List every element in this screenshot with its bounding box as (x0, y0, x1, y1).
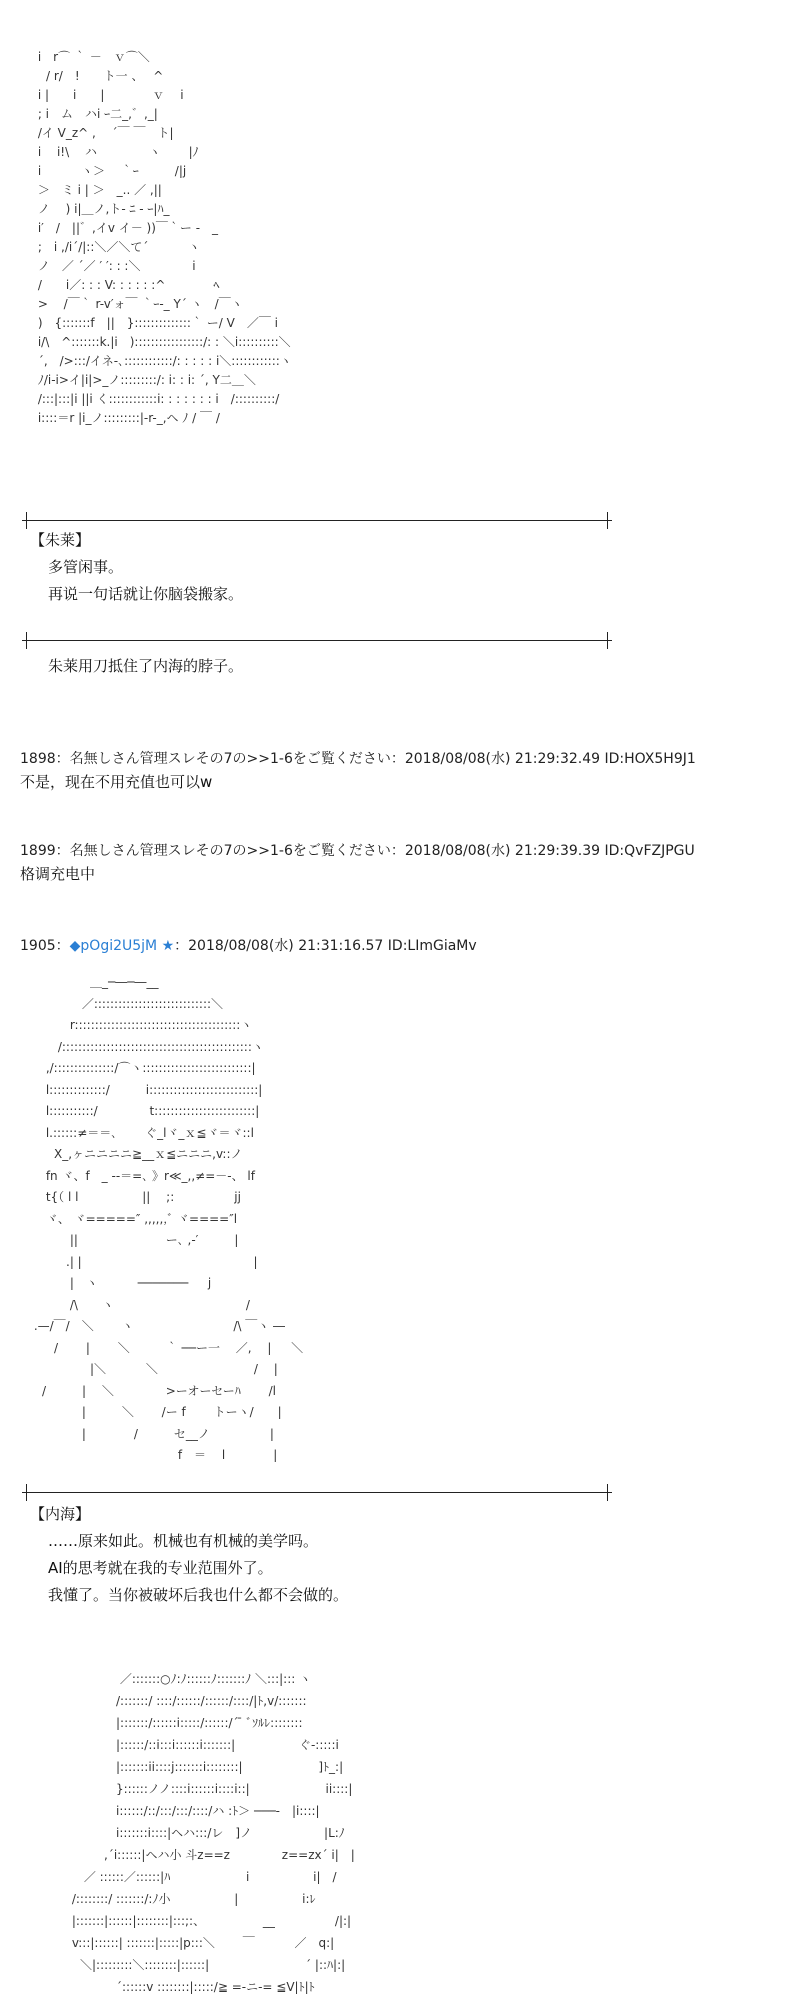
dialogue-line: ……原来如此。机械也有机械的美学吗。 (48, 1532, 319, 1550)
dialogue-line: 多管闲事。 (48, 558, 124, 576)
separator-line (22, 1492, 612, 1493)
post-meta: ：2018/08/08(水) 21:31:16.57 ID:LImGiaMv (174, 938, 477, 954)
separator-line (22, 520, 612, 521)
post-body: 格调充电中 (20, 865, 96, 883)
narration-line: 朱莱用刀抵住了内海的脖子。 (48, 657, 244, 675)
ascii-art-character-1: i r⌒ ｀ － ｖ⌒＼ / r/ ! ト一 、 ^ i | i | ｖ i ; i ム ハi ｰ二_,゛,_| /イ V_z^ , ´￣ ￣ ト| i i!\ ハ ヽ |ﾉ i ヽ＞ ｀ｰ /|j ＞ ミ i | ＞ _.. ／ ,|| ノ ) i|＿ノ,ト- ﾆ - ｰ|ﾊ_ i′ / ||゛,イv イ－ ))￣｀ー - _ ; i ,/i´/|::＼／＼て´ ヽ ノ ／ ´／ ′ ′: : :＼ i / i／: : : V: : : : : :^ ﾍ > /￣｀ r-v′ォ￣ ｀ｰ-_ Y´ ヽ /￣ヽ ) {:::::::f || }::::::::::::::｀ ー/ V ／￣ i i/\ ^:::::::k.|i ):::::::::::::::::/: : ＼i::::::::::＼ ´, />:::/イネ-､::::::::::::/: : : : : i＼::::::::::::ヽ ﾉ/i-i>イ|i|>_ノ:::::::::/: i: : i: ´, Y二＿＼ /:::|:::|i ||i く::::::::::::i: : : : : : : i /::::::::::/ i::::＝r |i_ノ:::::::::|-r-_,ヘ ﾉ / ￣ / (37, 50, 292, 425)
post-number: 1905： (20, 938, 70, 954)
post-body: 不是，现在不用充值也可以w (20, 773, 213, 791)
ascii-art-character-2: ＿_─―─―__ ／:::::::::::::::::::::::::::::＼ r:::::::::::::::::::::::::::::::::::::::::ヽ /:::::::::::::::::::::::::::::::::::::::::::::::ヽ ,/:::::::::::::::/⌒ヽ:::::::::::::::::::::::::::| l::::::::::::::/ i:::::::::::::::::::::::::::| l:::::::::::/ t:::::::::::::::::::::::::| l.::::::≠＝＝､ ぐ_lヾ_ｘ≦ヾ＝ヾ::l X_,ヶニニニニ≧__ｘ≦ニニニ,v::ノ fn ヾ、f _ --＝=､ 》r≪_,,≠=－-、 lf t{（ l l || ;: jj ヾ、 ヾ=====″ ,,,,,,ﾞ ヾ====″l || ー､ ,-′ | .| | | | ヽ ─────── j /\ ヽ / .—/￣/ ＼ ヽ /\ ￣ヽ ― / | ＼ ｀ ──ー一 ／, | ＼ |＼ ＼ / | / | ＼ >ーオーセーﾊ /l | ＼ /ー f トーヽ/ | | / セ__ノ | f ＝ l | (33, 975, 304, 1462)
post-header (20, 935, 477, 955)
speaker-name: 【朱莱】 (30, 531, 91, 549)
ascii-art-character-3: ／:::::::○ﾉ:ﾉ::::::ﾉ:::::::ﾉ ＼:::|::: ヽ /:::::::/ ::::/::::::/::::::/::::/|ﾄ,v/::::::: |:::::::/::::::i:::::/::::::/´ ̄ ﾞｿﾙﾚ:::::::: |::::::/::i:::i::::::i:::::::| ぐ-:::::i |:::::::ii::::j:::::::i::::::::| ]ﾄ_:| }::::::ノノ::::i::::::i::::i::| ii::::| i::::::/::/:::/:::/::::/ハ :ﾄ＞ ───- |i::::| i:::::::i::::|ヘハ:::/レ ]ノ |L:ﾉ ,´i::::::|ヘハ小 斗z==z z==zx´ i| | ／ ::::::／::::::|ﾊ i i| / /::::::::/ :::::::/:ﾉ小 | i:ﾚ |:::::::|::::::|::::::::|:::;:、 __ /|:| v:::|::::::| :::::::|:::::|p:::＼ ￣ ／ q:| ＼|:::::::::＼::::::::|::::::| ´ |::ﾊ|:| ´::::::v ::::::::|:::::/≧ =-ニ-= ≦V|ﾄ|ﾄ (71, 1672, 355, 1994)
dialogue-line: 再说一句话就让你脑袋搬家。 (48, 585, 244, 603)
separator-line (22, 640, 612, 641)
dialogue-line: AI的思考就在我的专业范围外了。 (48, 1559, 273, 1577)
post-header: 1898：名無しさん管理スレその7の>>1-6をご覧ください：2018/08/08(水) 21:29:32.49 ID:HOX5H9J1 (20, 751, 696, 767)
dialogue-line: 我懂了。当你被破坏后我也什么都不会做的。 (48, 1586, 349, 1604)
post-header: 1899：名無しさん管理スレその7の>>1-6をご覧ください：2018/08/08(水) 21:29:39.39 ID:QvFZJPGU (20, 843, 695, 859)
poster-trip-link[interactable]: ◆pOgi2U5jM ★ (69, 938, 175, 954)
speaker-name: 【内海】 (30, 1505, 91, 1523)
